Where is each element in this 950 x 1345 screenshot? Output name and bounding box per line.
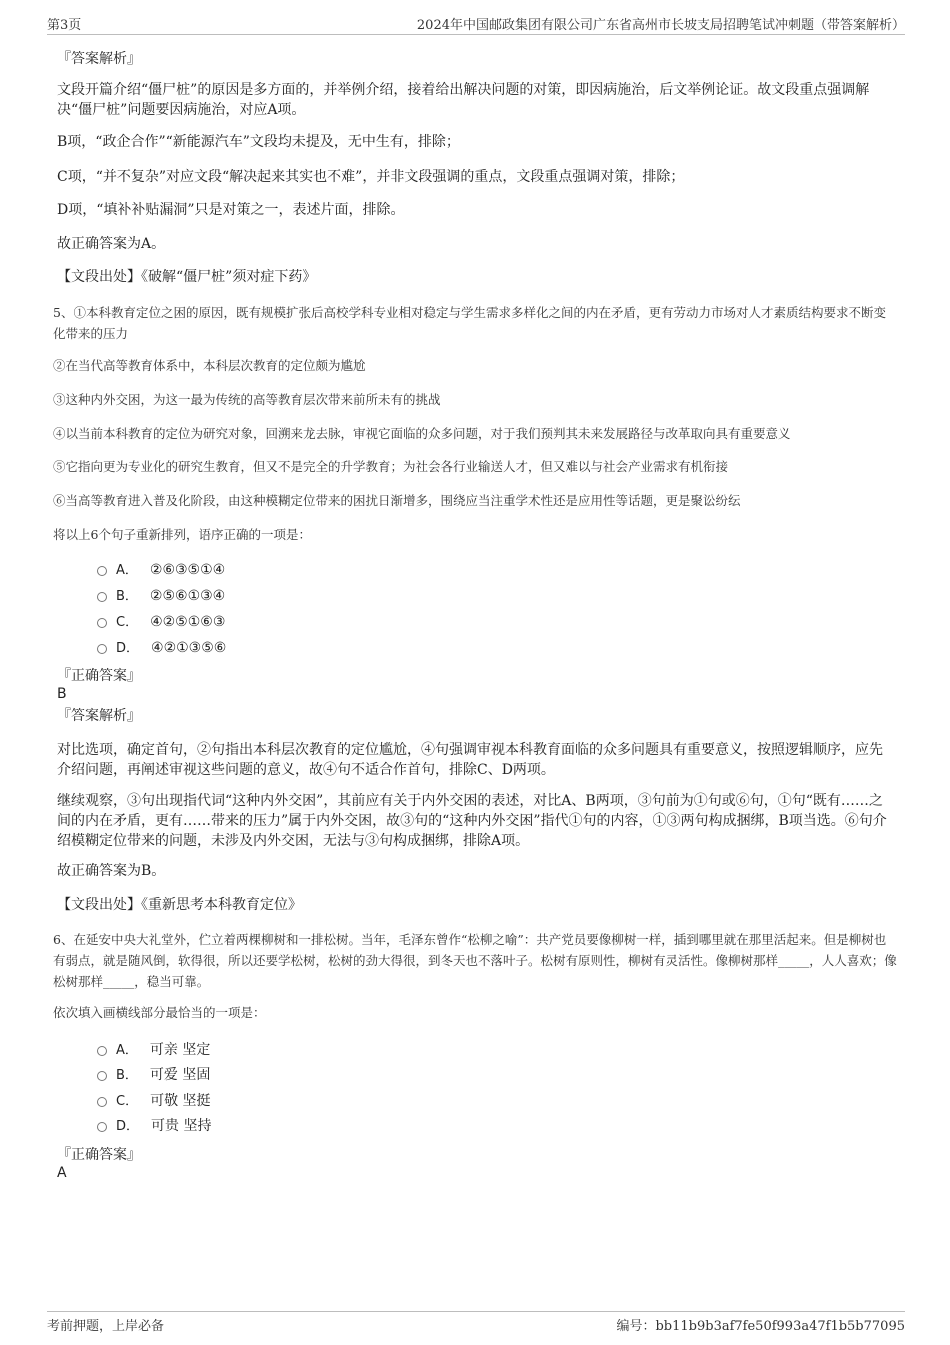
q5-sentence-3: ③这种内外交困，为这一最为传统的高等教育层次带来前所未有的挑战 (53, 392, 441, 407)
q4-source: 【文段出处】《破解“僵尸桩”须对症下药》 (57, 269, 317, 285)
document-title: 2024年中国邮政集团有限公司广东省高州市长坡支局招聘笔试冲刺题（带答案解析） (416, 18, 905, 33)
q6-answer: A (57, 1165, 67, 1181)
q6-option-b[interactable]: B． 可爱 坚固 (97, 1065, 210, 1086)
q4-analysis-conclusion: 故正确答案为A。 (57, 236, 166, 252)
q5-stem: 5、①本科教育定位之困的原因，既有规模扩张后高校学科专业相对稳定与学生需求多样化之间的内在矛盾，更有劳动力市场对人才素质结构要求不断变化带来的压力 (53, 305, 886, 341)
q6-option-d[interactable]: D． 可贵 坚持 (97, 1116, 211, 1137)
q4-analysis-p4: D项，“填补补贴漏洞”只是对策之一，表述片面，排除。 (57, 202, 405, 218)
q5-sentence-6: ⑥当高等教育进入普及化阶段，由这种模糊定位带来的困扰日渐增多，围绕应当注重学术性还是应用性等话题，更是聚讼纷纭 (53, 493, 741, 508)
page-footer (47, 1311, 905, 1337)
radio-icon[interactable] (97, 1071, 107, 1081)
q5-analysis-conclusion: 故正确答案为B。 (57, 863, 166, 879)
footer-slogan: 考前押题，上岸必备 (47, 1319, 165, 1334)
q4-analysis-p3: C项，“并不复杂”对应文段“解决起来其实也不难”，并非文段强调的重点，文段重点强调对策，排除； (57, 169, 685, 185)
q5-option-c[interactable]: C． ④②⑤①⑥③ (97, 612, 225, 633)
q6-option-c[interactable]: C． 可敬 坚挺 (97, 1091, 211, 1112)
q4-analysis-label: 『答案解析』 (57, 51, 141, 67)
radio-icon[interactable] (97, 618, 107, 628)
q5-option-d[interactable]: D． ④②①③⑤⑥ (97, 638, 226, 659)
radio-icon[interactable] (97, 1097, 107, 1107)
q6-stem: 6、在延安中央大礼堂外，伫立着两棵柳树和一排松树。当年，毛泽东曾作“松柳之喻”：共产党员要像柳树一样，插到哪里就在那里活起来。但是柳树也有弱点，就是随风倒，软得很，所以还要学松树，松树的劲大得很，到冬天也不落叶子。松树有原则性，柳树有灵活性。像柳树那样_____，人人喜欢；像松树那样_____，稳当可靠。 (53, 932, 897, 989)
radio-icon[interactable] (97, 644, 107, 654)
radio-icon[interactable] (97, 566, 107, 576)
q5-analysis-p1: 对比选项，确定首句，②句指出本科层次教育的定位尴尬，④句强调审视本科教育面临的众多问题具有重要意义，按照逻辑顺序，应先介绍问题，再阐述审视这些问题的意义，故④句不适合作首句，排除C、D两项。 (57, 742, 883, 778)
q5-option-b[interactable]: B． ②⑤⑥①③④ (97, 586, 225, 607)
q6-option-a[interactable]: A． 可亲 坚定 (97, 1040, 210, 1061)
document-code: 编号：bb11b9b3af7fe50f993a47f1b5b77095 (616, 1319, 905, 1334)
page-number: 第3页 (47, 18, 82, 33)
q5-source: 【文段出处】《重新思考本科教育定位》 (57, 897, 302, 913)
q4-analysis-p2: B项，“政企合作”“新能源汽车”文段均未提及，无中生有，排除； (57, 134, 460, 150)
page-header (47, 14, 905, 35)
q5-analysis-label: 『答案解析』 (57, 708, 141, 724)
q5-answer-label: 『正确答案』 (57, 668, 141, 684)
q5-sentence-4: ④以当前本科教育的定位为研究对象，回溯来龙去脉，审视它面临的众多问题，对于我们预判其未来发展路径与改革取向具有重要意义 (53, 426, 791, 441)
q4-analysis-p1: 文段开篇介绍“僵尸桩”的原因是多方面的，并举例介绍，接着给出解决问题的对策，即因病施治，后文举例论证。故文段重点强调解决“僵尸桩”问题要因病施治，对应A项。 (57, 82, 870, 118)
q5-prompt: 将以上6个句子重新排列，语序正确的一项是： (53, 527, 311, 542)
q6-prompt: 依次填入画横线部分最恰当的一项是： (53, 1005, 266, 1020)
q5-analysis-p2: 继续观察，③句出现指代词“这种内外交困”，其前应有关于内外交困的表述，对比A、B两项，③句前为①句或⑥句，①句“既有……之间的内在矛盾，更有……带来的压力”属于内外交困，故③句的“这种内外交困”指代①句的内容，①③两句构成捆绑，B项当选。⑥句介绍模糊定位带来的问题，未涉及内外交困，无法与③句构成捆绑，排除A项。 (57, 793, 887, 849)
q5-sentence-2: ②在当代高等教育体系中，本科层次教育的定位颇为尴尬 (53, 358, 366, 373)
q5-option-a[interactable]: A． ②⑥③⑤①④ (97, 560, 225, 581)
radio-icon[interactable] (97, 1046, 107, 1056)
q5-sentence-5: ⑤它指向更为专业化的研究生教育，但又不是完全的升学教育；为社会各行业输送人才，但又难以与社会产业需求有机衔接 (53, 459, 729, 474)
radio-icon[interactable] (97, 1122, 107, 1132)
radio-icon[interactable] (97, 592, 107, 602)
q6-answer-label: 『正确答案』 (57, 1147, 141, 1163)
q5-answer: B (57, 686, 67, 702)
